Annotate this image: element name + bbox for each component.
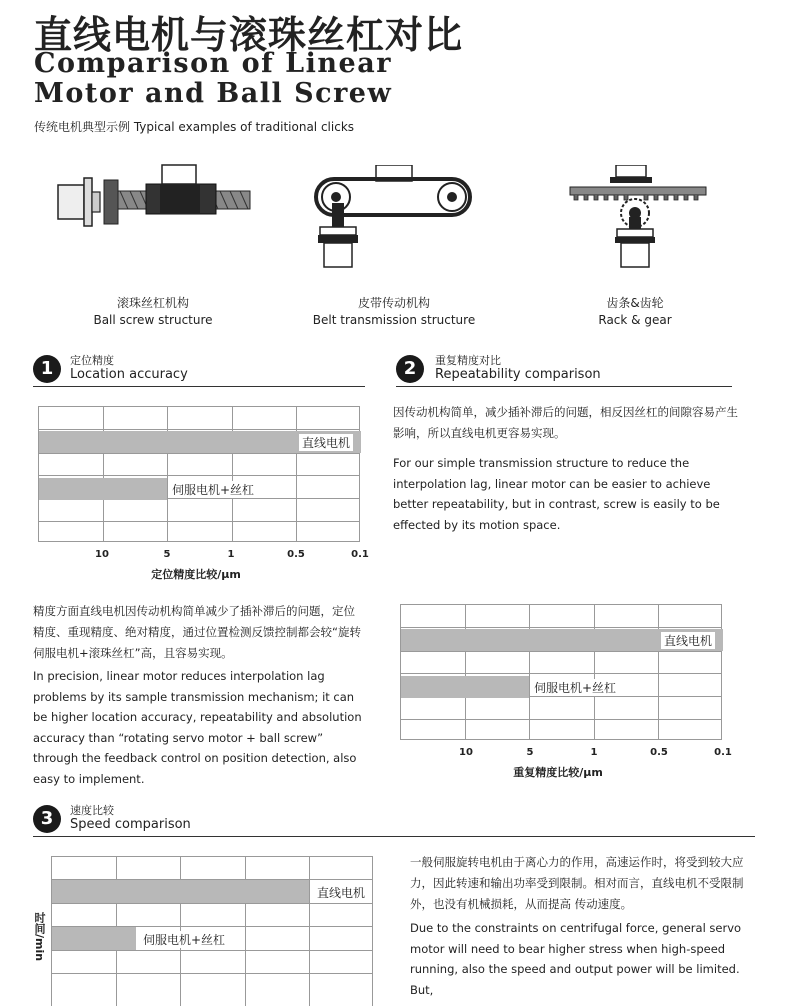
page-title-en-line2: Motor and Ball Screw: [34, 78, 393, 109]
x-tick: 5: [163, 549, 171, 560]
section-divider: [33, 386, 365, 387]
x-tick: 1: [590, 747, 598, 758]
bar-label-linear-motor: 直线电机: [299, 434, 353, 451]
subtitle: 传统电机典型示例 Typical examples of traditional clicks: [34, 120, 355, 134]
x-tick: 10: [95, 549, 109, 560]
section1-paragraph-en: In precision, linear motor reduces interpolation lag problems by its sample transmission mechanism; it can be higher location accuracy, repeatability and absolution accuracy than “rotating servo motor + ball screw” through the feedback control on position detection, also easy to implement.: [33, 669, 362, 786]
mechanism-label-belt: [299, 295, 489, 329]
mechanism-label-cn: 齿条&齿轮: [606, 296, 664, 310]
x-tick: 0.1: [351, 549, 369, 560]
bar-servo-screw: [39, 478, 167, 500]
mechanism-label-en: Belt transmission structure: [312, 313, 476, 327]
section3-paragraph-en: Due to the constraints on centrifugal force, general servo motor will need to bear higher stress when high-speed running, also the speed and output power will be limited. But,: [410, 921, 742, 997]
grid-line: [39, 429, 359, 430]
section-title-cn: 速度比较: [70, 804, 114, 817]
x-tick: 0.5: [287, 549, 305, 560]
grid-line: [52, 973, 372, 974]
bar-label-servo-screw: 伺服电机+丝杠: [140, 931, 228, 948]
bar-label-linear-motor: 直线电机: [661, 632, 715, 649]
grid-line: [401, 651, 721, 652]
rack-gear-icon: [566, 165, 711, 270]
section-title-cn: 定位精度: [70, 354, 114, 367]
mechanism-label-rack-gear: [540, 295, 730, 329]
bar-linear-motor: [52, 880, 309, 903]
grid-line: [52, 950, 372, 951]
page-title-en-line1: Comparison of Linear: [34, 48, 392, 79]
belt-drive-icon: [312, 165, 477, 270]
section-number-3: 3: [33, 805, 61, 833]
grid-line: [39, 521, 359, 522]
grid-line: [401, 673, 721, 674]
x-axis-label: 重复精度比较/μm: [513, 766, 603, 779]
speed-chart: [51, 856, 373, 1006]
section-title-cn: 重复精度对比: [435, 354, 501, 367]
bar-servo-screw: [52, 927, 136, 950]
section2-paragraph-cn: 因传动机构简单，减少插补滞后的问题，相反因丝杠的间隙容易产生影响，所以直线电机更容易实现。: [393, 405, 738, 440]
grid-line: [39, 475, 359, 476]
mechanism-label-en: Rack & gear: [598, 313, 672, 327]
grid-line: [401, 719, 721, 720]
mechanism-label-cn: 皮带传动机构: [357, 296, 430, 310]
mechanism-label-en: Ball screw structure: [93, 313, 213, 327]
x-tick: 5: [526, 747, 534, 758]
bar-label-servo-screw: 伺服电机+丝杠: [531, 679, 619, 696]
page-title-cn: 直线电机与滚珠丝杠对比: [34, 13, 464, 57]
x-tick: 0.1: [714, 747, 732, 758]
x-tick: 0.5: [650, 747, 668, 758]
grid-line: [39, 453, 359, 454]
section-number-2: 2: [396, 355, 424, 383]
section-number-1: 1: [33, 355, 61, 383]
section-title-en: Repeatability comparison: [435, 367, 601, 382]
x-tick: 10: [459, 747, 473, 758]
mechanism-label-cn: 滚珠丝杠机构: [116, 296, 189, 310]
grid-line: [401, 627, 721, 628]
location-accuracy-chart: [38, 406, 360, 542]
grid-line: [52, 903, 372, 904]
section-divider: [33, 836, 755, 837]
bar-label-servo-screw: 伺服电机+丝杠: [169, 481, 257, 498]
ball-screw-icon: [50, 160, 260, 240]
mechanism-label-ball-screw: [58, 295, 248, 329]
x-tick: 1: [227, 549, 235, 560]
section-divider: [396, 386, 732, 387]
bar-servo-screw: [401, 676, 529, 698]
section2-paragraph-en: For our simple transmission structure to reduce the interpolation lag, linear motor can be easier to achieve better repeatability, but in contrast, screw is easily to be effected by its motion space.: [393, 456, 720, 532]
section-title-en: Speed comparison: [70, 817, 191, 832]
repeatability-chart: [400, 604, 722, 740]
section-title-en: Location accuracy: [70, 367, 188, 382]
y-axis-label: 时间/min: [33, 912, 46, 962]
bar-label-linear-motor: 直线电机: [314, 884, 368, 901]
x-axis-label: 定位精度比较/μm: [151, 568, 241, 581]
section3-paragraph-cn: 一般伺服旋转电机由于离心力的作用，高速运作时，将受到较大应力，因此转速和输出功率受到限制。相对而言，直线电机不受限制外，也没有机械损耗，从而提高 传动速度。: [410, 855, 744, 911]
section1-paragraph-cn: 精度方面直线电机因传动机构简单减少了插补滞后的问题，定位精度、重现精度、绝对精度，通过位置检测反馈控制都会较“旋转伺服电机+滚珠丝杠”高，且容易实现。: [33, 604, 361, 660]
